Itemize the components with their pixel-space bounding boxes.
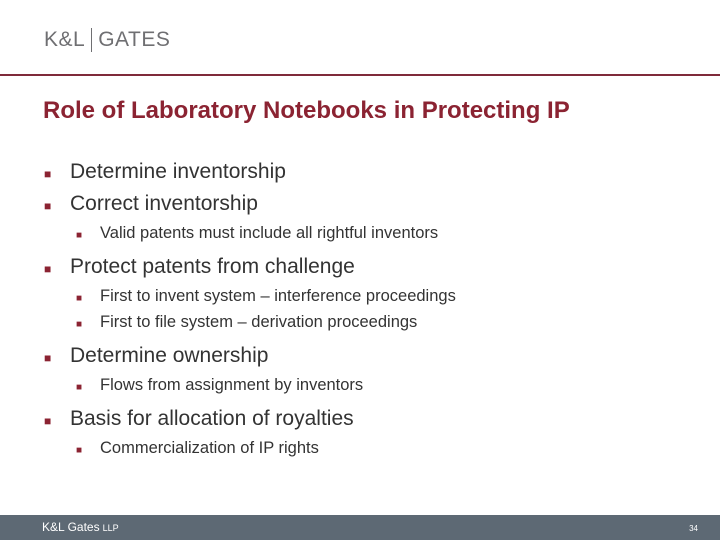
- sub-bullet-item: [44, 283, 694, 309]
- bullet-text: Determine inventorship: [70, 160, 286, 183]
- bullet-square-icon: ■: [76, 230, 83, 241]
- page-number: 34: [689, 524, 698, 533]
- header-rule: [0, 74, 720, 76]
- bullet-item: [44, 340, 694, 372]
- bullet-text: Protect patents from challenge: [70, 255, 355, 278]
- sub-bullet-text: First to invent system – interference proceedings: [100, 287, 456, 305]
- bullet-square-icon: ■: [76, 293, 83, 304]
- bullet-item: [44, 403, 694, 435]
- bullet-text: Basis for allocation of royalties: [70, 407, 354, 430]
- bullet-square-icon: ■: [76, 319, 83, 330]
- sub-bullet-text: Flows from assignment by inventors: [100, 376, 364, 394]
- bullet-square-icon: ■: [44, 414, 52, 428]
- logo-right-text: GATES: [98, 28, 171, 51]
- bullet-item: [44, 156, 694, 188]
- sub-bullet-text: First to file system – derivation proceedings: [100, 313, 418, 331]
- footer-logo: [42, 520, 119, 534]
- footer-bar: [0, 515, 720, 540]
- footer-logo-text: K&L Gates: [42, 520, 100, 534]
- bullet-square-icon: ■: [44, 262, 52, 276]
- bullet-text: Determine ownership: [70, 344, 269, 367]
- sub-bullet-item: [44, 220, 694, 246]
- bullet-square-icon: ■: [44, 199, 52, 213]
- sub-bullet-item: [44, 309, 694, 335]
- sub-bullet-item: [44, 435, 694, 461]
- logo-divider: [91, 28, 92, 52]
- slide-title: Role of Laboratory Notebooks in Protecting IP: [43, 97, 570, 124]
- kl-gates-logo: [44, 28, 170, 52]
- logo-left-text: K&L: [44, 28, 86, 51]
- sub-bullet-item: [44, 372, 694, 398]
- sub-bullet-text: Valid patents must include all rightful inventors: [100, 224, 439, 242]
- bullet-square-icon: ■: [76, 382, 83, 393]
- footer-logo-suffix: LLP: [102, 523, 119, 533]
- bullet-list: [44, 156, 694, 461]
- bullet-square-icon: ■: [76, 445, 83, 456]
- bullet-square-icon: ■: [44, 351, 52, 365]
- bullet-text: Correct inventorship: [70, 192, 258, 215]
- bullet-item: [44, 251, 694, 283]
- bullet-item: [44, 188, 694, 220]
- bullet-square-icon: ■: [44, 167, 52, 181]
- sub-bullet-text: Commercialization of IP rights: [100, 439, 319, 457]
